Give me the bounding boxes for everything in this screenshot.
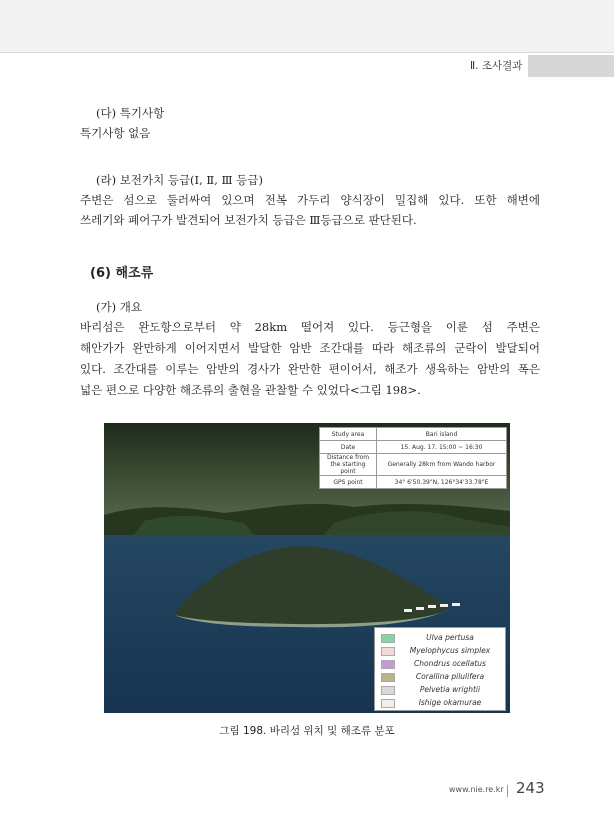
item-da-text: 특기사항 없음: [80, 126, 151, 140]
farm-marker: [428, 605, 436, 608]
table-value: Generally 28km from Wando harbor: [377, 454, 507, 476]
legend-label: Ulva pertusa: [426, 633, 474, 642]
section-title: Ⅱ. 조사결과: [470, 60, 523, 72]
farm-marker: [440, 604, 448, 607]
legend-label: Chondrus ocellatus: [414, 659, 486, 668]
legend-item: [379, 671, 503, 682]
table-row: [320, 428, 507, 441]
footer-url: www.nie.re.kr: [449, 785, 504, 794]
legend-item: [379, 697, 503, 708]
legend-item: [379, 632, 503, 643]
legend-label: Pelvetia wrightii: [419, 685, 481, 694]
header-band: [0, 0, 614, 52]
bari-island: [174, 546, 449, 625]
section-tab-box: [528, 55, 614, 77]
legend-item: [379, 658, 503, 669]
farm-marker: [404, 609, 412, 612]
legend-label: Myelophycus simplex: [409, 646, 491, 655]
legend-swatch: [381, 634, 395, 643]
legend-label: Ishige okamurae: [418, 698, 482, 707]
table-key: GPS point: [320, 476, 377, 489]
item-ga-line-1: 바리섬은 완도항으로부터 약 28km 떨어져 있다. 등근형을 이룬 섬 주변은: [80, 320, 540, 334]
figure-caption: 그림 198. 바리섬 위치 및 해조류 분포: [219, 725, 395, 737]
table-row: [320, 441, 507, 454]
item-ga-title: (가) 개요: [96, 300, 142, 314]
species-legend: [374, 627, 506, 711]
table-value: 15. Aug. 17. 15:00 ~ 16:30: [377, 441, 507, 454]
legend-swatch: [381, 660, 395, 669]
legend-item: [379, 645, 503, 656]
item-da-title: (다) 특기사항: [96, 106, 165, 120]
farm-marker: [452, 603, 460, 606]
footer-divider: [507, 785, 508, 797]
header-divider: [0, 52, 614, 53]
item-ga-line-4: 넓은 편으로 다양한 해조류의 출현을 관찰할 수 있었다<그림 198>.: [80, 383, 421, 397]
legend-item: [379, 684, 503, 695]
farm-marker: [416, 607, 424, 610]
table-key: Study area: [320, 428, 377, 441]
study-info-table: [319, 427, 507, 489]
item-ra-line-2: 쓰레기와 폐어구가 발견되어 보전가치 등급은 Ⅲ등급으로 판단된다.: [80, 213, 417, 227]
page-number: 243: [516, 779, 545, 797]
item-ga-line-3: 있다. 조간대를 이루는 암반의 경사가 완만한 편이어서, 해조가 생육하는 암반의 폭은: [80, 362, 540, 376]
legend-swatch: [381, 673, 395, 682]
legend-swatch: [381, 699, 395, 708]
table-value: 34° 6'50.39"N, 126°34'33.78"E: [377, 476, 507, 489]
table-row: [320, 476, 507, 489]
legend-swatch: [381, 686, 395, 695]
legend-swatch: [381, 647, 395, 656]
item-ga-line-2: 해안가가 완만하게 이어지면서 발달한 암반 조간대를 따라 해조류의 군락이 발달되어: [80, 341, 540, 355]
table-row: [320, 454, 507, 476]
table-key: Date: [320, 441, 377, 454]
table-value: Bari island: [377, 428, 507, 441]
item-ra-line-1: 주변은 섬으로 둘러싸여 있으며 전복 가두리 양식장이 밀집해 있다. 또한 해변에: [80, 193, 540, 207]
legend-label: Corallina pilulifera: [415, 672, 485, 681]
aerial-figure: [104, 423, 510, 713]
table-key: Distance from the starting point: [320, 454, 377, 476]
item-ra-title: (라) 보전가치 등급(Ⅰ, Ⅱ, Ⅲ 등급): [96, 173, 263, 187]
section-heading: (6) 해조류: [90, 266, 154, 281]
